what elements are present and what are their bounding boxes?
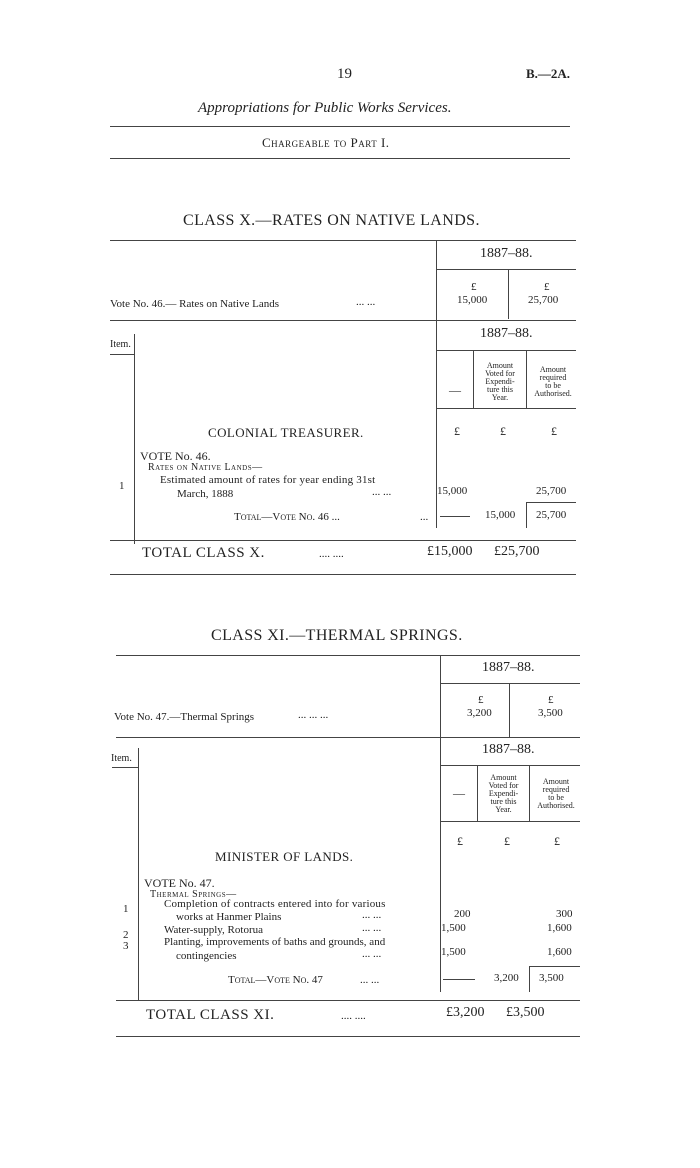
vote-total-value: 25,700 xyxy=(536,509,567,521)
table-rule xyxy=(440,765,580,766)
item-number: 1 xyxy=(119,480,125,492)
column-rule xyxy=(508,269,509,319)
item-value: 200 xyxy=(454,908,471,920)
currency-symbol: £ xyxy=(554,834,560,848)
divider xyxy=(110,126,570,127)
item-number: 2 xyxy=(123,929,129,941)
leader-dots: ... ... xyxy=(362,922,382,934)
voted-column-header: Amount Voted for Expendi- ture this Year. xyxy=(488,773,519,814)
currency-symbol: £ xyxy=(500,424,506,438)
item-description: March, 1888 xyxy=(177,488,234,500)
summary-value: 15,000 xyxy=(457,294,488,306)
table-rule xyxy=(116,1000,580,1001)
column-rule xyxy=(134,334,135,544)
table-rule xyxy=(440,821,580,822)
table-rule xyxy=(436,350,576,351)
vote-47-label: Vote No. 47.—Thermal Springs xyxy=(114,711,255,723)
divider xyxy=(110,158,570,159)
year-header: 1887–88. xyxy=(482,660,535,675)
leader-dots: ... ... xyxy=(362,948,382,960)
year-header: 1887–88. xyxy=(480,246,533,261)
class-total-label: TOTAL CLASS XI. xyxy=(146,1007,275,1023)
leader-dots: ... ... xyxy=(356,296,376,308)
table-rule xyxy=(436,269,576,270)
currency-symbol: £ xyxy=(504,834,510,848)
year-header: 1887–88. xyxy=(482,742,535,757)
item-column-header: Item. xyxy=(110,339,131,350)
voted-column-header: Amount Voted for Expendi- ture this Year. xyxy=(485,361,515,402)
summary-value: 3,200 xyxy=(467,707,492,719)
item-description: works at Hanmer Plains xyxy=(176,911,282,923)
class-total-value: £3,200 xyxy=(446,1005,485,1020)
table-rule xyxy=(116,1036,580,1037)
table-rule xyxy=(110,354,134,355)
vote-46-label: Vote No. 46.— Rates on Native Lands xyxy=(110,298,280,310)
document-reference: B.—2A. xyxy=(526,66,571,81)
item-value: 25,700 xyxy=(536,485,567,497)
item-number: 3 xyxy=(123,940,129,952)
table-rule xyxy=(116,655,580,656)
page-number: 19 xyxy=(337,66,352,82)
required-column-header: Amount required to be Authorised. xyxy=(534,365,572,398)
page-subtitle: Chargeable to Part I. xyxy=(262,135,390,150)
item-description: contingencies xyxy=(176,950,237,962)
class-x-heading: CLASS X.—RATES ON NATIVE LANDS. xyxy=(183,212,480,229)
class-total-value: £25,700 xyxy=(494,544,540,559)
item-value: 1,600 xyxy=(547,946,572,958)
currency-symbol: £ xyxy=(478,694,484,706)
item-description: Planting, improvements of baths and grounds, and xyxy=(164,936,386,948)
leader-dots: .... .... xyxy=(319,548,344,560)
currency-symbol: £ xyxy=(551,424,557,438)
vote-total-value: 3,200 xyxy=(494,972,519,984)
table-rule xyxy=(443,979,475,980)
item-value: 1,500 xyxy=(441,946,466,958)
leader-dots: ... xyxy=(420,511,429,523)
class-total-value: £3,500 xyxy=(506,1005,545,1020)
currency-symbol: £ xyxy=(548,694,554,706)
column-rule xyxy=(509,683,510,737)
table-rule xyxy=(526,502,576,503)
subhead: Thermal Springs— xyxy=(150,889,237,900)
item-column-header: Item. xyxy=(111,753,132,764)
subhead: Rates on Native Lands— xyxy=(148,462,263,473)
leader-dots: ... ... xyxy=(360,974,380,986)
table-rule xyxy=(440,683,580,684)
table-rule xyxy=(110,240,576,241)
item-value: 15,000 xyxy=(437,485,468,497)
item-value: 1,500 xyxy=(441,922,466,934)
table-rule xyxy=(529,966,580,967)
item-description: Estimated amount of rates for year ending 31st xyxy=(160,474,376,486)
currency-symbol: £ xyxy=(457,834,463,848)
table-rule xyxy=(110,540,576,541)
vote-total-value: 3,500 xyxy=(539,972,564,984)
item-description: Water-supply, Rotorua xyxy=(164,924,263,936)
column-rule xyxy=(440,655,441,737)
table-rule xyxy=(112,767,138,768)
column-rule xyxy=(529,966,530,992)
year-header: 1887–88. xyxy=(480,326,533,341)
department-heading: COLONIAL TREASURER. xyxy=(208,425,364,440)
vote-number: VOTE No. 46. xyxy=(140,449,211,463)
currency-symbol: £ xyxy=(454,424,460,438)
table-rule xyxy=(440,516,470,517)
item-description: Completion of contracts entered into for various xyxy=(164,898,386,910)
table-rule xyxy=(110,574,576,575)
table-rule xyxy=(110,320,576,321)
class-total-label: TOTAL CLASS X. xyxy=(142,545,265,561)
item-value: 1,600 xyxy=(547,922,572,934)
required-column-header: Amount required to be Authorised. xyxy=(537,777,575,810)
column-rule xyxy=(138,748,139,1000)
column-rule xyxy=(526,502,527,528)
summary-value: 3,500 xyxy=(538,707,563,719)
table-rule xyxy=(116,737,580,738)
item-number: 1 xyxy=(123,903,129,915)
dash-column-header: — xyxy=(449,383,461,397)
vote-total-label: Total—Vote No. 46 ... xyxy=(234,511,340,523)
leader-dots: ... ... ... xyxy=(298,709,329,721)
currency-symbol: £ xyxy=(471,281,477,293)
leader-dots: ... ... xyxy=(362,909,382,921)
vote-total-label: Total—Vote No. 47 xyxy=(228,974,323,986)
summary-value: 25,700 xyxy=(528,294,559,306)
dash-column-header: — xyxy=(453,786,465,800)
item-value: 300 xyxy=(556,908,573,920)
department-heading: MINISTER OF LANDS. xyxy=(215,849,354,864)
currency-symbol: £ xyxy=(544,281,550,293)
leader-dots: .... .... xyxy=(341,1010,366,1022)
vote-number: VOTE No. 47. xyxy=(144,876,215,890)
column-rule xyxy=(436,240,437,320)
table-rule xyxy=(436,408,576,409)
vote-total-value: 15,000 xyxy=(485,509,516,521)
leader-dots: ... ... xyxy=(372,486,392,498)
page-title: Appropriations for Public Works Services. xyxy=(198,100,452,116)
class-total-value: £15,000 xyxy=(427,544,473,559)
class-xi-heading: CLASS XI.—THERMAL SPRINGS. xyxy=(211,627,463,644)
